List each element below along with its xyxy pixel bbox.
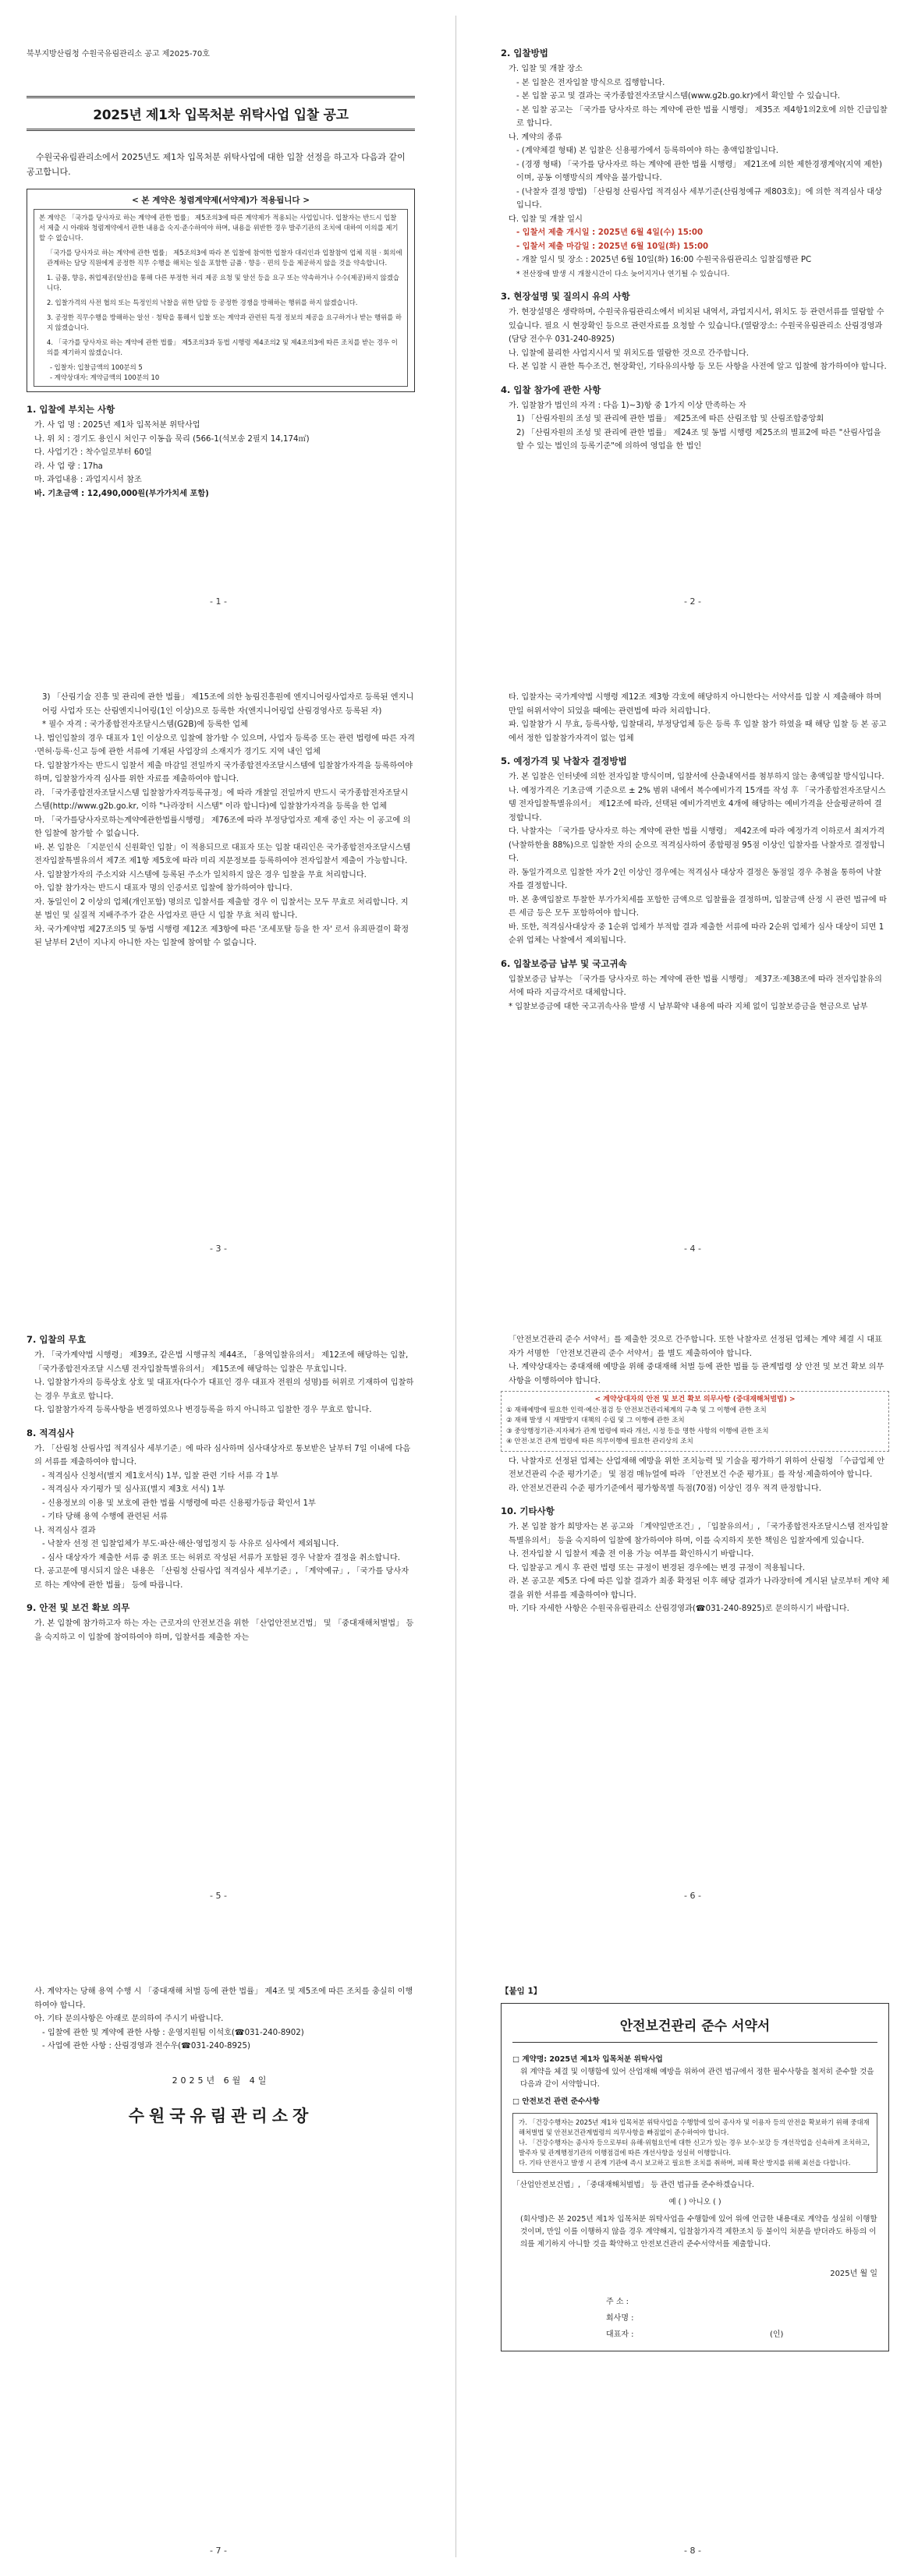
- section-title: 5. 예정가격 및 낙찰자 결정방법: [501, 755, 627, 766]
- safety-box-line: ② 재해 발생 시 재발방지 대책의 수립 및 그 이행에 관한 조치: [506, 1417, 685, 1424]
- signature-row: [606, 2310, 877, 2327]
- section-line: 마. 과업내용 : 과업지시서 참조: [34, 476, 142, 484]
- section-title: 4. 입찰 참가에 관한 사항: [501, 384, 601, 395]
- lead-paragraph: 수원국유림관리소에서 2025년도 제1차 입목처분 위탁사업에 대한 입찰 선정을 하고자 다음과 같이 공고합니다.: [27, 152, 406, 177]
- signature-block: [512, 2294, 877, 2343]
- notice-body: 본 계약은 「국가를 당사자로 하는 계약에 관한 법률」 제5조의3에 따른 계약제가 적용되는 사업입니다. 입찰자는 반드시 입찰서 제출 시 아래와 청렴계약에서 관한 내용을 숙지·준수하여야 하며, 내용을 위반한 경우 발주기관의 조치에 대하여 이의를 제기할 수 없습니다.: [39, 214, 399, 242]
- section-line: 라. 사 업 량 : 17ha: [34, 462, 103, 471]
- section-line: 아. 기타 문의사항은 아래로 문의하여 주시기 바랍니다.: [34, 2015, 224, 2023]
- section-line: 나. 입찰참가자의 등록상호 상호 및 대표자(다수가 대표인 경우 대표자 전원의 성명)를 허위로 기재하여 입찰하는 경우 무효로 합니다.: [34, 1378, 414, 1401]
- notice-item: 1. 금품, 향응, 취업제공(알선)을 통해 다른 부정한 처리 제공 요청 및 알선 등을 요구 또는 약속하거나 수수(제공)하지 않겠습니다.: [47, 274, 399, 292]
- doc-number: 북부지방산림청 수원국유림관리소 공고 제2025-70호: [27, 50, 210, 58]
- section-line: 다. 사업기간 : 착수일로부터 60일: [34, 448, 152, 457]
- section-line: - 본 입찰 공고 및 결과는 국가종합전자조달시스템(www.g2b.go.kr)에서 확인할 수 있습니다.: [516, 92, 841, 101]
- section-line: 나. 입찰에 불리한 사업지시서 및 위치도를 열람한 것으로 간주합니다.: [509, 349, 749, 358]
- compliance-heading: □ 안전보건 관련 준수사항: [512, 2097, 600, 2106]
- section-title: 1. 입찰에 부치는 사항: [27, 404, 115, 415]
- section-line: 가. 본 입찰에 참가하고자 하는 자는 근로자의 안전보건을 위한 「산업안전보건법」 및 「중대재해처벌법」 등을 숙지하고 이 입찰에 참여하여야 하며, 입찰서를 제출한 자는: [34, 1619, 414, 1642]
- page-6: [474, 1294, 911, 1926]
- section-line: 가. 「산림청 산림사업 적격심사 세부기준」에 따라 심사하며 심사대상자로 통보받은 날부터 7일 이내에 다음의 서류를 제출하여야 합니다.: [34, 1444, 411, 1467]
- safety-box-line: ① 재해예방에 필요한 인력·예산·점검 등 안전보건관리체계의 구축 및 그 이행에 관한 조치: [506, 1406, 767, 1414]
- section-line: 나. 계약의 종류: [509, 133, 562, 142]
- page-5: [0, 1294, 437, 1926]
- section-line: 3) 「산림기술 진흥 및 관리에 관한 법률」 제15조에 의한 농림진흥원에 엔지니어링사업자로 등록된 엔지니어링 사업자 또는 산림엔지니어링(1인 이상)으로 등록한 자(엔지니어링업 산림경영사로 등록된 자): [42, 693, 414, 716]
- section-line: 2) 「산림자원의 조성 및 관리에 관한 법률」 제24조 및 동법 시행령 제25조의 별표2에 따른 "산림사업을 할 수 있는 법인의 등록기준"에 의하여 영업을 한 법인: [516, 428, 881, 451]
- section-line: 바. 본 입찰은 「지문인식 신원확인 입찰」이 적용되므로 대표자 또는 입찰 대리인은 국가종합전자조달시스템 전자입찰특별유의서 제7조 제1항 제5호에 따라 미리 지문정보를 등록하여야 전자입찰서 제출이 가능합니다.: [34, 843, 411, 865]
- page-1: [0, 0, 437, 632]
- section-title: 7. 입찰의 무효: [27, 1334, 86, 1345]
- section-line: 차. 국가계약법 제27조의5 및 동법 시행령 제12조 제3항에 따른 '조세포탈 등을 한 자' 로서 유죄판결이 확정된 날부터 2년이 지나지 아니한 자는 입찰에 참여할 수 없습니다.: [34, 925, 409, 947]
- section-title: 9. 안전 및 보건 확보 의무: [27, 1602, 130, 1613]
- section-line: 다. 공고문에 명시되지 않은 내용은 「산림청 산림사업 적격심사 세부기준」, 「계약예규」, 「국가를 당사자로 하는 계약에 관한 법률」 등에 따릅니다.: [34, 1567, 409, 1590]
- attachment-tag: 【붙임 1】: [501, 1987, 542, 1996]
- section-line: 바. 또한, 적격심사대상자 중 1순위 업체가 부적합 결과 제출한 서류에 따라 2순위 업체가 심사 대상이 되면 1순위 업체는 낙찰에서 제외됩니다.: [509, 922, 884, 945]
- section-line: 자. 동일인이 2 이상의 업체(개인포함) 명의로 입찰서를 제출할 경우 이 입찰서는 모두 무효로 처리합니다. 지분 법인 및 실질적 지배주주가 같은 사업자로 판단 시 입찰 무효 처리 합니다.: [34, 897, 409, 920]
- section-line: 입찰보증금 납부는 「국가를 당사자로 하는 계약에 관한 법률 시행령」 제37조·제38조에 따라 전자입찰유의서에 따라 지급각서로 대체합니다.: [509, 975, 882, 997]
- page-number: - 8 -: [684, 2546, 701, 2556]
- section-line: 다. 입찰 및 개찰 일시: [509, 214, 583, 224]
- contract-name-line: □ 계약명: 2025년 제1차 입목처분 위탁사업: [512, 2055, 663, 2064]
- section-line: 나. 전자입찰 시 입찰서 제출 전 이용 가능 여부를 확인하시기 바랍니다.: [509, 1550, 754, 1559]
- seal-mark: (인): [770, 2330, 784, 2339]
- notice-title: < 본 계약은 청렴계약제(서약제)가 적용됩니다 >: [131, 196, 310, 205]
- safety-box-line: ④ 안전·보건 관계 법령에 따른 의무이행에 필요한 관리상의 조치: [506, 1438, 693, 1445]
- notice-list: [39, 248, 402, 358]
- section-line: * 입찰보증금에 대한 국고귀속사유 발생 시 납부확약 내용에 따라 지체 없이 입찰보증금을 현금으로 납부: [509, 1002, 868, 1011]
- page-number: - 5 -: [210, 1891, 227, 1901]
- notice-item: 3. 공정한 직무수행을 방해하는 알선 · 청탁을 통해서 입찰 또는 계약과 관련된 특정 정보의 제공을 요구하거나 받는 행위를 하지 않겠습니다.: [47, 313, 402, 331]
- notice-item: 4. 「국가를 당사자로 하는 계약에 관한 법률」 제5조의3과 동법 시행령 제4조의2 및 제4조의3에 따른 조치를 받는 경우 이의를 제기하지 않겠습니다.: [47, 338, 398, 356]
- section-line: 파. 입찰참가 시 무효, 등록사항, 입찰대리, 부정당업체 등은 등록 후 입찰 참가 하였을 때 해당 입찰 등 본 공고에서 정한 입찰참가자격이 없는 업체: [509, 720, 887, 743]
- law-compliance-line: 「산업안전보건법」, 「중대재해처벌법」 등 관련 법규를 준수하겠습니다.: [512, 2181, 754, 2189]
- section-line: 라. 동일가격으로 입찰한 자가 2인 이상인 경우에는 적격심사 대상자 결정은 동점일 경우 추첨을 통하여 낙찰자를 결정합니다.: [509, 868, 882, 890]
- section-line: 마. 「국가를당사자로하는계약에관한법률시행령」 제76조에 따라 부정당업자로 제재 중인 자는 이 공고에 의한 입찰에 참가할 수 없습니다.: [34, 816, 411, 838]
- compliance-item: 나. 「건강수행자는 종사자 등으로부터 유해·위험요인에 대한 신고가 있는 경우 보수·보강 등 개선작업을 신속하게 조치하고, 발주자 및 관계행정기관의 이행점검에 따른 개선사항을 성실히 이행합니다.: [519, 2139, 870, 2157]
- page-title: 2025년 제1차 입목처분 위탁사업 입찰 공고: [27, 96, 415, 131]
- page-8: [474, 1941, 911, 2573]
- integrity-contract-notice: [27, 189, 415, 392]
- signature-row: [606, 2327, 877, 2343]
- section-line: - 기타 당해 용역 수행에 관련된 서류: [42, 1513, 168, 1521]
- yes-no-choice[interactable]: 예 ( ) 아니오 ( ): [668, 2198, 721, 2206]
- section-line: 마. 기타 자세한 사항은 수원국유림관리소 산림경영과(☎031-240-8925)로 문의하시기 바랍니다.: [509, 1605, 849, 1613]
- section-line: 라. 본 공고문 제5조 다에 따른 입찰 결과가 최종 확정된 이후 해당 결과가 나라장터에 게시된 날로부터 계약 체결을 위한 서류를 제출하여야 합니다.: [509, 1577, 889, 1600]
- section-line: - 입찰에 관한 및 계약에 관한 사항 : 운영지원팀 이석호(☎031-240-8902): [42, 2028, 304, 2037]
- compliance-box: [512, 2113, 877, 2173]
- section-line: 가. 사 업 명 : 2025년 제1차 입목처분 위탁사업: [34, 421, 200, 430]
- sig-label: 대표자 :: [606, 2330, 634, 2339]
- page-number: - 6 -: [684, 1891, 701, 1901]
- safety-pledge-form: [501, 2003, 889, 2351]
- section-line: 다. 입찰참가자는 반드시 입찰서 제출 마감일 전일까지 국가종합전자조달시스템에 입찰참가자격을 등록하여야 하며, 입찰참가자격 심사를 위한 자료를 제출하여야 합니다.: [34, 761, 413, 784]
- section-line: - (낙찰자 결정 방법) 「산림청 산림사업 적격심사 세부기준(산림청예규 제803호)」에 의한 적격심사 대상입니다.: [516, 187, 882, 210]
- section-line: 마. 본 총액입찰로 투찰한 부가가치세를 포함한 금액으로 입찰률을 결정하며, 입찰금액 산정 시 관련 법규에 따른 세금 등은 모두 포함하여야 합니다.: [509, 895, 887, 918]
- section-line: 아. 입찰 참가자는 반드시 대표자 명의 인증서로 입찰에 참가하여야 합니다.: [34, 884, 292, 893]
- page-number: - 1 -: [210, 596, 227, 607]
- sig-label: 주 소 :: [606, 2298, 629, 2306]
- section-line: - (계약체결 형태) 본 입찰은 신용평가에서 등록하여야 하는 총액입찰입니다.: [516, 147, 779, 155]
- page-number: - 3 -: [210, 1244, 227, 1254]
- section-line: 나. 법인입찰의 경우 대표자 1인 이상으로 입찰에 참가할 수 있으며, 사업자 등록증 또는 관련 법령에 따른 자격·면허·등록·신고 등에 관한 서류에 기재된 사업장의 소재지가 경기도 지역 내인 업체: [34, 734, 415, 756]
- section-line: 다. 입찰공고 게시 후 관련 법령 또는 규정이 변경된 경우에는 변경 규정이 적용됩니다.: [509, 1563, 805, 1573]
- section-line: 사. 계약자는 당해 용역 수행 시 「중대재해 처벌 등에 관한 법률」 제4조 및 제5조에 따른 조치를 충실히 이행하여야 합니다.: [34, 1987, 413, 2010]
- section-line: 1) 「산림자원의 조성 및 관리에 관한 법률」 제25조에 따른 산림조합 및 산림조합중앙회: [516, 415, 824, 423]
- section-line: 가. 입찰 및 개찰 장소: [509, 65, 583, 73]
- compliance-item: 다. 기타 안전사고 발생 시 관계 기관에 즉시 보고하고 필요한 조치를 취하며, 피해 확산 방지를 위해 최선을 다합니다.: [519, 2159, 851, 2167]
- page-2: [474, 0, 911, 632]
- section-line: 나. 적격심사 결과: [34, 1526, 96, 1535]
- section-line: 라. 안전보건관리 수준 평가기준에서 평가항목별 득점(70점) 이상인 경우 적격 판정합니다.: [509, 1484, 821, 1493]
- section-line: 나. 위 치 : 경기도 용인시 처인구 이동읍 묵리 (566-1(석보송 2필지 14,174㎡): [34, 434, 310, 444]
- section-line: 타. 입찰자는 국가계약법 시행령 제12조 제3항 각호에 해당하지 아니한다는 서약서를 입찰 시 제출해야 하며 만일 허위서약이 되었을 때에는 관련법에 따라 처리합니다.: [509, 693, 882, 716]
- section-line: - 적격심사 신청서(별지 제1호서식) 1부, 입찰 관련 기타 서류 각 1부: [42, 1471, 278, 1481]
- section-line: 나. 예정가격은 기초금액 기준으로 ± 2% 범위 내에서 복수예비가격 15개를 작성 후 「국가종합전자조달시스템 전자입찰특별유의서」 제12조에 따라, 선택된 예비가격번호 4개에 해당하는 예비가격을 산술평균하여 결정합니다.: [509, 786, 886, 823]
- signature-row: [606, 2294, 877, 2310]
- section-line: 다. 낙찰자는 「국가를 당사자로 하는 계약에 관한 법률 시행령」 제42조에 따라 예정가격 이하로서 최저가격(낙찰하한율 88%)으로 입찰한 자의 순으로 적격심사하여 종합평점 95점 이상인 입찰자를 낙찰자로 결정합니다.: [509, 827, 885, 863]
- section-line: 나. 계약상대자는 중대재해 예방을 위해 중대재해 처벌 등에 관한 법률 등 관계법령 상 안전 및 보건 확보 의무사항을 이행하여야 합니다.: [509, 1363, 884, 1385]
- page-number: - 7 -: [210, 2546, 227, 2556]
- notice-item: 2. 입찰가격의 사전 협의 또는 특정인의 낙찰을 위한 담합 등 공정한 경쟁을 방해하는 행위를 하지 않겠습니다.: [47, 299, 358, 306]
- section-line: - 사업에 관한 사항 : 산림경영과 전수우(☎031-240-8925): [42, 2042, 250, 2051]
- section-line: - 입찰서 제출 개시일 : 2025년 6월 4일(수) 15:00: [516, 228, 704, 237]
- section-title: 6. 입찰보증금 납부 및 국고귀속: [501, 957, 627, 969]
- section-title: 8. 적격심사: [27, 1427, 74, 1438]
- section-line: 「안전보건관리 준수 서약서」를 제출한 것으로 간주합니다. 또한 낙찰자로 선정된 업체는 계약 체결 시 대표자가 서명한 「안전보건관리 준수 서약서」를 별도 제출하여야 합니다.: [509, 1336, 883, 1358]
- page-7: [0, 1941, 437, 2573]
- section-line: 가. 「국가계약법 시행령」 제39조, 같은법 시행규칙 제44조, 「용역입찰유의서」 제12조에 해당하는 입찰, 「국가종합전자조달 시스템 전자입찰특별유의서」 제15조에 해당하는 입찰은 무효입니다.: [34, 1351, 409, 1374]
- issuing-organization: 수원국유림관리소장: [128, 2106, 314, 2125]
- section-line: 다. 낙찰자로 선정된 업체는 산업재해 예방을 위한 조치능력 및 기술을 평가하기 위하여 산림청 「수급업체 안전보건관리 수준 평가기준」 및 점검 매뉴얼에 따라 「안전보건 수준 평가표」를 작성·제출하여야 합니다.: [509, 1456, 884, 1479]
- section-line: - 낙찰자 선정 전 입찰업체가 부도·파산·해산·영업정지 등 사유로 심사에서 제외됩니다.: [42, 1540, 339, 1548]
- section-line: - 심사 대상자가 제출한 서류 중 위조 또는 허위로 작성된 서류가 포함된 경우 낙찰자 결정을 취소합니다.: [42, 1553, 400, 1562]
- section-line: 가. 현장설명은 생략하며, 수원국유림관리소에서 비치된 내역서, 과업지시서, 위치도 등 관련서류를 열람할 수 있습니다. 필요 시 현장확인 등으로 관련자료를 요청할 수 있습니다.(열람장소: 수원국유림관리소 산림경영과(담당 전수우 031-240-8925): [509, 308, 884, 344]
- notice-box: [34, 209, 408, 387]
- section-line: - 적격심사 자기평가 및 심사표(별지 제3호 서식) 1부: [42, 1485, 225, 1494]
- base-price: 바. 기초금액 : 12,490,000원(부가가치세 포함): [34, 489, 209, 498]
- compliance-item: 가. 「건강수행자는 2025년 제1차 입목처분 위탁사업을 수행함에 있어 종사자 및 이용자 등의 안전을 확보하기 위해 중대재해처벌법 및 안전보건관계법령의 의무사항을 빠짐없이 준수하여야 합니다.: [519, 2118, 870, 2136]
- section-line: 가. 입찰참가 법인의 자격 : 다음 1)~3)항 중 1가지 이상 만족하는 자: [509, 401, 746, 410]
- section-line: - 본 입찰은 전자입찰 방식으로 집행합니다.: [516, 78, 665, 87]
- section-line: * 필수 자격 : 국가종합전자조달시스템(G2B)에 등록한 업체: [42, 720, 248, 729]
- pledge-statement: (회사명)은 본 2025년 제1차 입목처분 위탁사업을 수행함에 있어 위에 언급한 내용대로 계약을 성실히 이행할 것이며, 만일 이를 이행하지 않을 경우 계약해지, 입찰참가자격 제한조치 등 불이익 처분을 받더라도 하등의 이의를 제기하지 아니할 것을 확약하고 안전보건관리 준수서약서를 제출합니다.: [520, 2215, 877, 2249]
- section-title: 2. 입찰방법: [501, 48, 548, 58]
- page-number: - 4 -: [684, 1244, 701, 1254]
- section-title: 3. 현장설명 및 질의시 유의 사항: [501, 291, 630, 302]
- notice-date: 2025년 6월 4일: [172, 2075, 270, 2086]
- notice-item: 「국가를 당사자로 하는 계약에 관한 법률」 제5조의3에 따라 본 입찰에 참여한 입찰자 대리인과 입찰참여 업체 직원 · 회의에 관계하는 담당 직원에게 공정한 직무 수행을 해치는 일을 포함한 금품 · 향응 · 편의 등을 제공하지 않을 것을 약속합니다.: [47, 249, 402, 267]
- page-4: [474, 647, 911, 1279]
- section-line: 가. 본 입찰은 인터넷에 의한 전자입찰 방식이며, 입찰서에 산출내역서를 첨부하지 않는 총액입찰 방식입니다.: [509, 773, 884, 781]
- safety-duty-box: [501, 1391, 889, 1452]
- page-3: [0, 647, 437, 1279]
- section-line: - 개찰 일시 및 장소 : 2025년 6월 10일(화) 16:00 수원국유림관리소 입찰집행관 PC: [516, 256, 812, 264]
- safety-box-title: < 계약상대자의 안전 및 보건 확보 의무사항 (중대재해처벌법) >: [594, 1396, 796, 1403]
- section-line: - (경쟁 형태) 「국가를 당사자로 하는 계약에 관한 법률 시행령」 제21조에 의한 제한경쟁계약(지역 제한)이며, 공동 이행방식의 계약을 불가합니다.: [516, 160, 882, 182]
- pledge-date: 2025년 월 일: [830, 2270, 877, 2278]
- section-line: - 입찰서 제출 마감일 : 2025년 6월 10일(화) 15:00: [516, 242, 709, 251]
- sig-label: 회사명 :: [606, 2314, 634, 2323]
- section-line: 다. 본 입찰 시 관한 특수조건, 현장확인, 기타유의사항 등 모든 사항을 사전에 알고 입찰에 참가하여야 합니다.: [509, 363, 887, 371]
- pledge-title: 안전보건관리 준수 서약서: [512, 2015, 877, 2043]
- page-number: - 2 -: [684, 596, 701, 607]
- pledge-intro: 위 계약을 체결 및 이행함에 있어 산업재해 예방을 위하여 관련 법규에서 정한 필수사항을 철저히 준수할 것을 다음과 같이 서약합니다.: [520, 2068, 874, 2089]
- section-line: * 전산장애 발생 시 개찰시간이 다소 늦어지거나 연기될 수 있습니다.: [516, 269, 730, 278]
- section-line: 사. 입찰참가자의 주소지와 시스템에 등록된 주소가 일치하지 않은 경우 입찰을 무효 처리합니다.: [34, 870, 367, 879]
- section-line: 가. 본 입찰 참가 희망자는 본 공고와 「계약일반조건」, 「입찰유의서」, 「국가종합전자조달시스템 전자입찰특별유의서」 등을 숙지하여 입찰에 참가하여야 하며, 이를 숙지하지 못한 책임은 입찰자에게 있습니다.: [509, 1523, 888, 1545]
- section-line: - 본 입찰 공고는 「국가를 당사자로 하는 계약에 관한 법률 시행령」 제35조 제4항1의2호에 의한 긴급입찰로 합니다.: [516, 105, 888, 128]
- notice-tail: - 입찰자: 입찰금액의 100분의 5 - 계약상대자: 계약금액의 100분의 10: [50, 363, 160, 381]
- section-title: 10. 기타사항: [501, 1506, 555, 1516]
- section-line: 라. 「국가종합전자조달시스템 입찰참가자격등록규정」에 따라 개찰일 전일까지 반드시 국가종합전자조달시스템(http://www.g2b.go.kr, 이하 "나라장터 시스템" 이라 합니다)에 입찰참가자격을 등록을 한 업체: [34, 788, 409, 811]
- section-line: - 신용정보의 이용 및 보호에 관한 법률 시행령에 따른 신용평가등급 확인서 1부: [42, 1499, 316, 1508]
- safety-box-line: ③ 중앙행정기관·지자체가 관계 법령에 따라 개선, 시정 등을 명한 사항의 이행에 관한 조치: [506, 1427, 769, 1435]
- section-line: 다. 입찰참가자격 등록사항을 변경하였으나 변경등록을 하지 아니하고 입찰한 경우 무효로 합니다.: [34, 1406, 372, 1414]
